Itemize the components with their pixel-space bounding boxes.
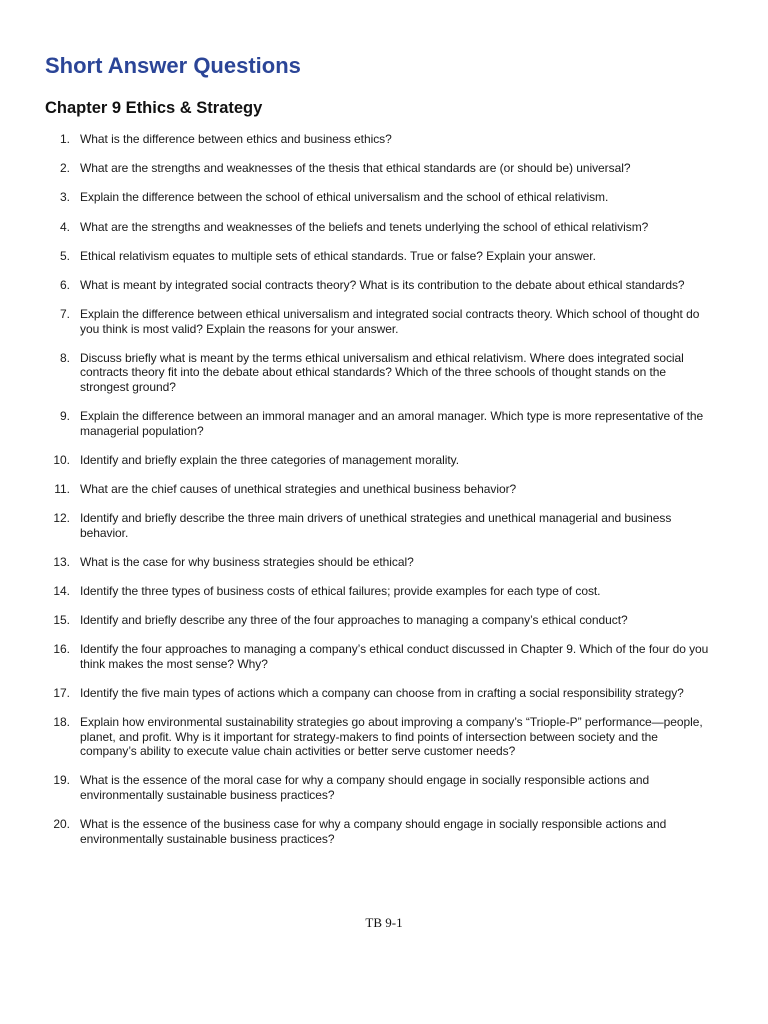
question-number: 3. [59, 190, 70, 205]
question-number: 2. [59, 161, 70, 176]
list-item [0, 686, 768, 701]
question-number: 10. [53, 452, 70, 467]
question-number: 16. [53, 642, 70, 657]
question-text: Explain the difference between the school of ethical universalism and the school of ethical relativism. [80, 190, 609, 205]
question-text: Identify the four approaches to managing a company’s ethical conduct discussed in Chapter 9. Which of the four do you think makes the most sense? Why? [80, 642, 709, 671]
page-title: Short Answer Questions [45, 53, 301, 78]
question-number: 9. [59, 409, 70, 423]
question-text: Ethical relativism equates to multiple sets of ethical standards. True or false? Explain your answer. [80, 248, 596, 263]
list-item [0, 132, 768, 147]
question-text: Identify and briefly explain the three categories of management morality. [80, 452, 460, 467]
list-item [0, 613, 768, 628]
question-list [0, 132, 768, 861]
question-text: What is the case for why business strategies should be ethical? [80, 554, 414, 569]
question-text: Explain how environmental sustainability strategies go about improving a company’s “Triople-P” performance—people, planet, and profit. Why is it important for strategy-makers to find points of intersection between society and the company’s ability to execute value chain activities or better serve customer needs? [80, 715, 703, 759]
question-text: What is meant by integrated social contracts theory? What is its contribution to the debate about ethical standards? [80, 277, 685, 292]
list-item [0, 307, 768, 336]
question-text: What are the strengths and weaknesses of the thesis that ethical standards are (or should be) universal? [80, 161, 631, 176]
question-number: 11. [54, 481, 70, 496]
list-item [0, 249, 768, 264]
question-text: What is the essence of the business case for why a company should engage in socially responsible actions and environmentally sustainable business practices? [80, 817, 667, 846]
question-text: Identify and briefly describe the three main drivers of unethical strategies and unethical managerial and business behavior. [80, 511, 672, 540]
question-text: Identify and briefly describe any three of the four approaches to managing a company’s ethical conduct? [80, 613, 628, 628]
question-number: 13. [53, 554, 70, 569]
question-number: 19. [53, 773, 70, 788]
list-item [0, 642, 768, 671]
list-item [0, 278, 768, 293]
question-text: Identify the three types of business costs of ethical failures; provide examples for each type of cost. [80, 583, 601, 598]
question-text: What is the essence of the moral case for why a company should engage in socially responsible actions and environmentally sustainable business practices? [80, 773, 650, 802]
list-item [0, 584, 768, 599]
list-item [0, 511, 768, 540]
list-item [0, 482, 768, 497]
list-item [0, 773, 768, 802]
list-item [0, 351, 768, 395]
question-number: 7. [59, 307, 70, 322]
list-item [0, 817, 768, 846]
chapter-heading: Chapter 9 Ethics & Strategy [45, 99, 263, 117]
question-number: 18. [53, 715, 70, 730]
question-text: What are the chief causes of unethical strategies and unethical business behavior? [80, 481, 517, 496]
question-number: 20. [53, 817, 70, 832]
list-item [0, 161, 768, 176]
question-text: Identify the five main types of actions which a company can choose from in crafting a social responsibility strategy? [80, 686, 684, 700]
question-number: 14. [53, 583, 70, 598]
question-number: 4. [59, 219, 70, 234]
question-text: What is the difference between ethics and business ethics? [80, 132, 392, 146]
question-number: 15. [53, 613, 70, 628]
question-text: Explain the difference between an immoral manager and an amoral manager. Which type is more representative of the managerial population? [80, 409, 704, 438]
question-number: 1. [59, 132, 70, 146]
list-item [0, 715, 768, 759]
list-item [0, 409, 768, 438]
question-number: 8. [59, 350, 70, 365]
list-item [0, 555, 768, 570]
page-footer: TB 9-1 [365, 915, 403, 930]
question-number: 5. [59, 248, 70, 263]
list-item [0, 220, 768, 235]
list-item [0, 453, 768, 468]
question-number: 17. [53, 686, 70, 700]
question-number: 6. [59, 277, 70, 292]
list-item [0, 190, 768, 205]
question-text: What are the strengths and weaknesses of the beliefs and tenets underlying the school of ethical relativism? [80, 219, 649, 234]
question-text: Explain the difference between ethical universalism and integrated social contracts theory. Which school of thought do you think is most valid? Explain the reasons for your answer. [80, 307, 700, 336]
question-text: Discuss briefly what is meant by the terms ethical universalism and ethical relativism. Where does integrated social contracts theory fit into the debate about ethical standards? Which of the three schools of thought stands on the strongest ground? [80, 350, 684, 394]
question-number: 12. [53, 511, 70, 526]
